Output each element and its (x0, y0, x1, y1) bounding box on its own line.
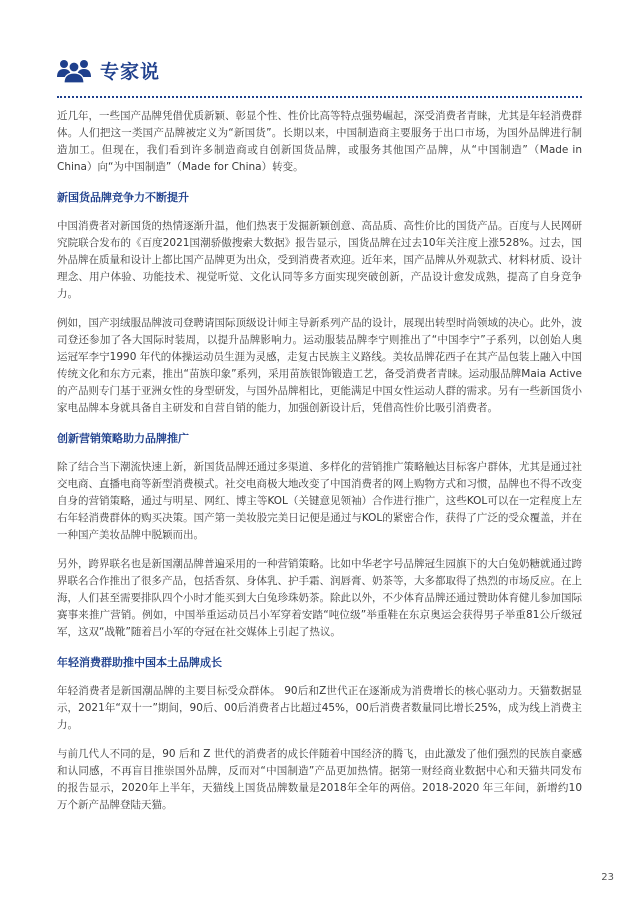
page-title: 专家说 (100, 60, 161, 83)
section-heading-competitiveness: 新国货品牌竞争力不断提升 (57, 191, 189, 204)
page-number: 23 (601, 872, 614, 883)
dotted-divider (57, 96, 582, 98)
people-group-icon (56, 55, 92, 85)
paragraph: 年轻消费者是新国潮品牌的主要目标受众群体。 90后和Z世代正在逐渐成为消费增长的核心驱动力。天猫数据显示，2021年“双十一”期间，90后、00后消费者占比超过45%，00后消费者数量同比增长25%，成为线上消费主力。 (57, 685, 582, 731)
paragraph: 另外，跨界联名也是新国潮品牌普遍采用的一种营销策略。比如中华老字号品牌冠生园旗下的大白兔奶糖就通过跨界联名合作推出了很多产品，包括香氛、身体乳、护手霜、润唇膏、奶茶等，大多都取得了热烈的市场反应。在上海，人们甚至需要排队四个小时才能买到大白兔珍珠奶茶。除此以外，不少体育品牌还通过赞助体育健儿参加国际赛事来推广营销。例如，中国举重运动员吕小军穿着安踏“吨位级”举重鞋在东京奥运会获得男子举重81公斤级冠军，这双“战靴”随着吕小军的夺冠在社交媒体上引起了热议。 (57, 558, 582, 638)
paragraph: 中国消费者对新国货的热情逐渐升温，他们热衷于发掘新颖创意、高品质、高性价比的国货产品。百度与人民网研究院联合发布的《百度2021国潮骄傲搜索大数据》报告显示，国货品牌在过去10年关注度上涨528%。过去，国外品牌在质量和设计上都比国产品牌更为出众，受到消费者欢迎。近年来，国产品牌从外观款式、材料材质、设计理念、用户体验、功能技术、视觉听觉、文化认同等多方面实现突破创新，产品设计愈发成熟，提高了自身竞争力。 (57, 220, 582, 300)
section-heading-young-consumers: 年轻消费群助推中国本土品牌成长 (57, 656, 222, 669)
paragraph: 除了结合当下潮流快速上新，新国货品牌还通过多渠道、多样化的营销推广策略触达目标客户群体，尤其是通过社交电商、直播电商等新型消费模式。社交电商极大地改变了中国消费者的网上购物方式和习惯，品牌也不得不改变自身的营销策略，通过与明星、网红、博主等KOL（关键意见领袖）合作进行推广，这些KOL可以在一定程度上左右年轻消费群体的购买决策。国产第一美妆股完美日记便是通过与KOL的紧密合作，获得了广泛的受众覆盖，并在一种国产美妆品牌中脱颖而出。 (57, 461, 582, 541)
section-heading-marketing: 创新营销策略助力品牌推广 (57, 432, 189, 445)
paragraph: 例如，国产羽绒服品牌波司登聘请国际顶级设计师主导新系列产品的设计，展现出转型时尚领域的决心。此外，波司登还参加了各大国际时装周，以提升品牌影响力。运动服装品牌李宁则推出了“中国李宁”子系列，以创始人奥运冠军李宁1990 年代的体操运动员生涯为灵感，走复古民族主义路线。美妆品牌花西子在其产品包装上融入中国传统文化和东方元素，推出“苗族印象”系列，采用苗族银饰锻造工艺，备受消费者青睐。运动服品牌Maia Active 的产品则专门基于亚洲女性的身型研发，与国外品牌相比，更能满足中国女性运动人群的需求。另有一些新国货小家电品牌本身就具备自主研发和自营自销的能力，加强创新设计后，凭借高性价比吸引消费者。 (57, 317, 582, 414)
intro-paragraph: 近几年，一些国产品牌凭借优质新颖、彰显个性、性价比高等特点强势崛起，深受消费者青睐，尤其是年轻消费群体。人们把这一类国产品牌被定义为“新国货”。长期以来，中国制造商主要服务于出口市场，为国外品牌进行制造加工。但现在，我们看到许多制造商或自创新国货品牌，或服务其他国产品牌，从“中国制造”（Made in China）向“为中国制造”（Made for China）转变。 (57, 110, 582, 173)
article-body (57, 108, 582, 826)
section-header (56, 52, 160, 88)
paragraph: 与前几代人不同的是，90 后和 Z 世代的消费者的成长伴随着中国经济的腾飞，由此激发了他们强烈的民族自豪感和认同感，不再盲目推崇国外品牌，反而对“中国制造”产品更加热情。据第一财经商业数据中心和天猫共同发布的报告显示，2020年上半年，天猫线上国货品牌数量是2018年全年的两倍。2018-2020 年三年间，新增约10万个新产品牌登陆天猫。 (57, 748, 582, 811)
